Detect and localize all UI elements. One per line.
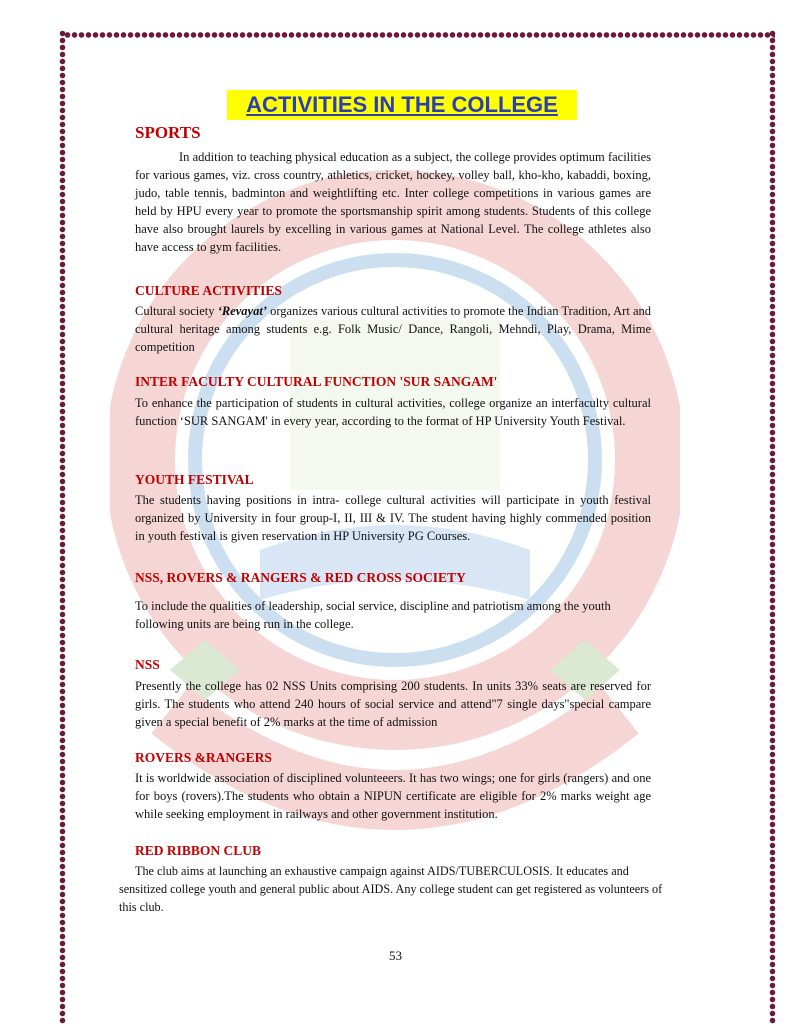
decorative-border-left bbox=[58, 30, 67, 1024]
nss-heading: NSS bbox=[135, 657, 160, 672]
decorative-border-top bbox=[64, 30, 775, 39]
sports-heading: SPORTS bbox=[135, 123, 201, 142]
page-title: ACTIVITIES IN THE COLLEGE bbox=[227, 90, 577, 120]
rovers-rangers-paragraph: It is worldwide association of disciplined volunteeers. It has two wings; one for girls (rangers) and one for boys (rovers).The students who obtain a NIPUN certificate are eligible for 2% marks weight age while seeking employment in railways and other government institution. bbox=[135, 771, 651, 821]
nss-rovers-heading: NSS, ROVERS & RANGERS & RED CROSS SOCIETY bbox=[135, 570, 466, 585]
inter-faculty-heading: INTER FACULTY CULTURAL FUNCTION 'SUR SANGAM' bbox=[135, 374, 498, 389]
red-ribbon-heading: RED RIBBON CLUB bbox=[135, 843, 262, 858]
rovers-rangers-heading: ROVERS &RANGERS bbox=[135, 750, 272, 765]
page-number: 53 bbox=[389, 948, 402, 963]
youth-festival-paragraph: The students having positions in intra- college cultural activities will participate in youth festival organized by University in four group-I, II, III & IV. The student having highly commended position in youth festival is given reservation in HP University PG Courses. bbox=[135, 493, 651, 543]
culture-text-before: Cultural society bbox=[135, 304, 218, 318]
culture-paragraph bbox=[135, 302, 651, 356]
youth-festival-heading: YOUTH FESTIVAL bbox=[135, 472, 254, 487]
nss-rovers-paragraph: To include the qualities of leadership, social service, discipline and patriotism among the youth following units are being run in the college. bbox=[135, 599, 611, 631]
society-name: ‘Revayat’ bbox=[217, 304, 267, 318]
decorative-border-right bbox=[768, 30, 777, 1024]
sports-paragraph: In addition to teaching physical education as a subject, the college provides optimum facilities for various games, viz. cross country, athletics, cricket, hockey, volley ball, kho-kho, kabaddi, boxing, judo, table tennis, badminton and weightlifting etc. Inter college competitions in various games are held by HPU every year to promote the sportsmanship spirit among students. Students of this college have also brought laurels by excelling in various games at National Level. The college athletes also have access to gym facilities. bbox=[135, 150, 651, 254]
culture-heading: CULTURE ACTIVITIES bbox=[135, 283, 282, 298]
inter-faculty-paragraph: To enhance the participation of students in cultural activities, college organize an interfaculty cultural function ‘SUR SANGAM' in every year, according to the format of HP University Youth Festival. bbox=[135, 396, 651, 428]
red-ribbon-paragraph: The club aims at launching an exhaustive campaign against AIDS/TUBERCULOSIS. It educates and sensitized college youth and general public about AIDS. Any college student can get registered as volunteers of this club. bbox=[119, 864, 663, 914]
culture-text-after: organizes various cultural activities to promote the Indian Tradition, Art and cultural heritage among students e.g. Folk Music/ Dance, Rangoli, Mehndi, Play, Drama, Mime competition bbox=[135, 304, 651, 354]
nss-paragraph: Presently the college has 02 NSS Units comprising 200 students. In units 33% seats are reserved for girls. The students who attend 240 hours of social service and attend"7 single days"special campare given a special benefit of 2% marks at the time of admission bbox=[135, 679, 651, 729]
